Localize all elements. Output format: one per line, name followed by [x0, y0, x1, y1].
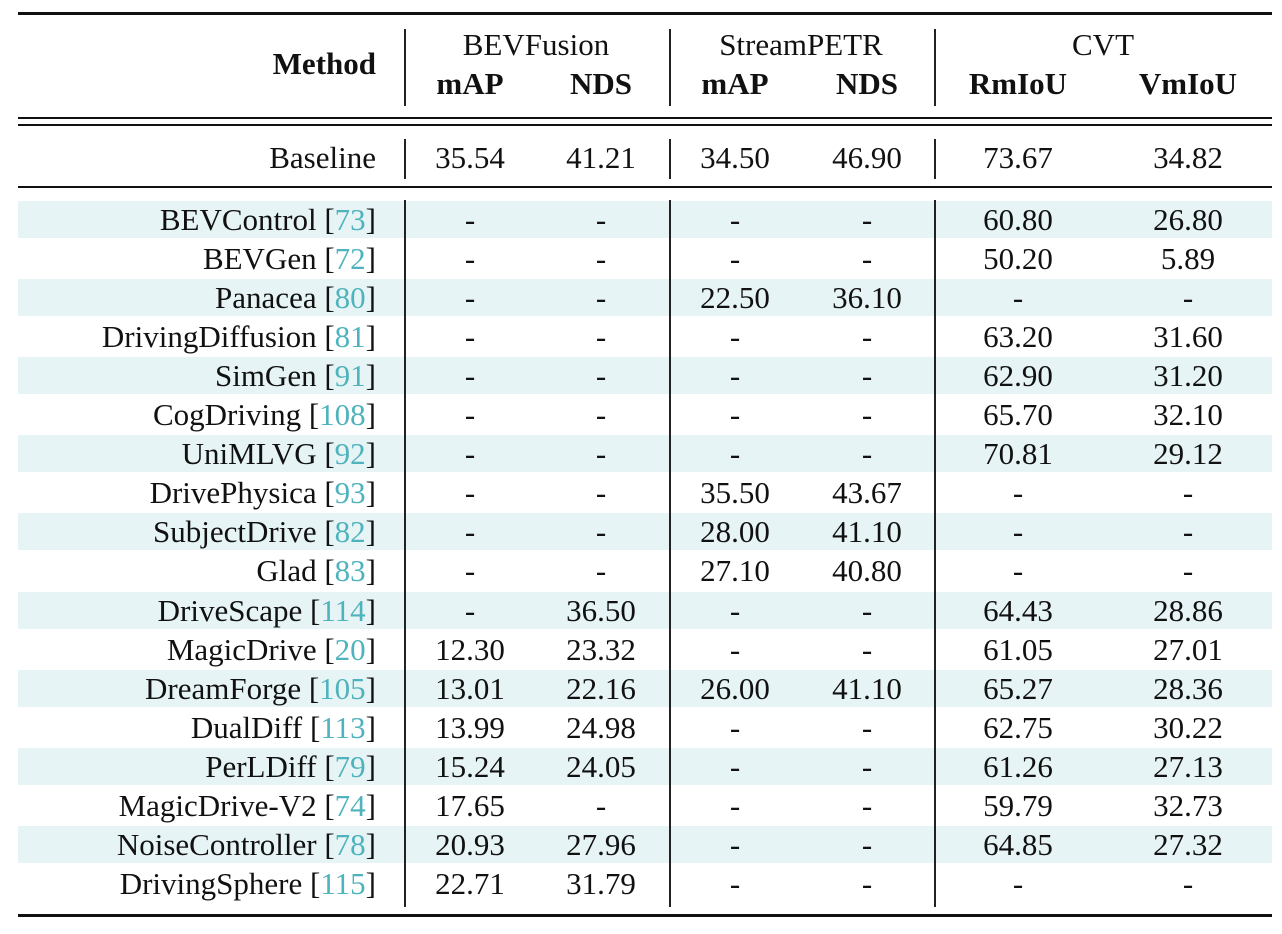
metric-value: -: [729, 592, 741, 628]
metric-value: -: [729, 788, 741, 823]
metric-value: -: [729, 631, 741, 667]
baseline-value: 46.90: [832, 139, 902, 175]
metric-value: 28.86: [1153, 592, 1223, 628]
metric-value: 5.89: [1160, 240, 1216, 276]
metric-value: 32.10: [1153, 397, 1223, 432]
metric-value: -: [1012, 279, 1024, 315]
metric-value: -: [1182, 475, 1194, 511]
metric-value: -: [861, 240, 873, 276]
metric-value: 23.32: [566, 631, 636, 667]
header-metric-map: mAP: [436, 65, 504, 101]
metric-value: -: [729, 201, 741, 237]
metric-value: -: [595, 318, 607, 354]
method-label: UniMLVG: [181, 436, 317, 472]
citation-link[interactable]: 83: [334, 553, 366, 589]
metric-value: -: [861, 788, 873, 823]
metric-value: -: [861, 631, 873, 667]
metric-value: -: [861, 201, 873, 237]
citation-link[interactable]: 79: [334, 748, 366, 784]
metric-value: -: [464, 397, 476, 432]
metric-value: 24.05: [566, 748, 636, 784]
metric-value: -: [1012, 475, 1024, 511]
method-label: SimGen: [214, 357, 317, 393]
metric-value: 61.26: [983, 748, 1053, 784]
citation-link[interactable]: 115: [320, 866, 366, 902]
method-label: PerLDiff: [205, 748, 317, 784]
metric-value: 64.43: [983, 592, 1053, 628]
citation-link[interactable]: 105: [319, 670, 366, 706]
method-label: SubjectDrive: [153, 514, 317, 550]
metric-value: 17.65: [435, 788, 505, 823]
baseline-value: 34.50: [700, 139, 770, 175]
metric-value: -: [595, 279, 607, 315]
metric-value: -: [861, 436, 873, 472]
metric-value: -: [464, 475, 476, 511]
metric-value: 61.05: [983, 631, 1053, 667]
metric-value: -: [861, 357, 873, 393]
metric-value: 22.71: [435, 866, 505, 902]
citation-link[interactable]: 72: [334, 240, 366, 276]
metric-value: -: [1182, 553, 1194, 589]
baseline-rule: [18, 186, 1272, 188]
metric-value: 30.22: [1153, 709, 1223, 745]
method-label: Glad: [256, 553, 317, 589]
method-label: DrivingSphere: [119, 866, 303, 902]
metric-value: -: [464, 318, 476, 354]
method-label: DrivePhysica: [149, 475, 317, 511]
metric-value: -: [1182, 279, 1194, 315]
method-name: UniMLVG [92]: [181, 436, 376, 472]
metric-value: 65.27: [983, 670, 1053, 706]
metric-value: 70.81: [983, 436, 1053, 472]
metric-value: 20.93: [435, 827, 505, 863]
metric-value: -: [729, 866, 741, 902]
metric-value: 62.75: [983, 709, 1053, 745]
metric-value: -: [464, 514, 476, 550]
metric-value: 22.50: [700, 279, 770, 315]
metric-value: -: [1182, 866, 1194, 902]
metric-value: -: [729, 397, 741, 432]
header-metric-rmiou: RmIoU: [968, 65, 1068, 101]
metric-value: 31.79: [566, 866, 636, 902]
metric-value: 36.10: [832, 279, 902, 315]
metric-value: -: [595, 397, 607, 432]
baseline-method: Baseline: [269, 139, 376, 175]
metric-value: 50.20: [983, 240, 1053, 276]
metric-value: -: [464, 436, 476, 472]
method-name: DriveScape [114]: [157, 592, 376, 628]
metric-value: -: [1012, 553, 1024, 589]
header-rule-2: [18, 124, 1272, 126]
metric-value: 43.67: [832, 475, 902, 511]
method-label: NoiseController: [116, 827, 317, 863]
method-label: MagicDrive-V2: [118, 788, 317, 823]
metric-value: -: [729, 240, 741, 276]
metric-value: 22.16: [566, 670, 636, 706]
metric-value: -: [464, 357, 476, 393]
metric-value: -: [464, 553, 476, 589]
metric-value: 27.10: [700, 553, 770, 589]
metric-value: -: [729, 318, 741, 354]
metric-value: 26.80: [1153, 201, 1223, 237]
metric-value: -: [464, 279, 476, 315]
baseline-value: 41.21: [566, 139, 636, 175]
metric-value: 65.70: [983, 397, 1053, 432]
citation-link[interactable]: 81: [334, 318, 366, 354]
method-label: DualDiff: [190, 709, 303, 745]
baseline-value: 35.54: [435, 139, 505, 175]
method-name: Panacea [80]: [215, 279, 376, 315]
citation-link[interactable]: 113: [320, 709, 366, 745]
metric-value: -: [595, 788, 607, 823]
metric-value: 41.10: [832, 670, 902, 706]
method-label: DreamForge: [144, 670, 302, 706]
method-label: BEVGen: [202, 240, 317, 276]
method-label: DriveScape: [157, 592, 303, 628]
metric-value: -: [861, 748, 873, 784]
metric-value: -: [861, 827, 873, 863]
method-label: BEVControl: [159, 201, 317, 237]
metric-value: 27.13: [1153, 748, 1223, 784]
metric-value: 32.73: [1153, 788, 1223, 823]
citation-link[interactable]: 93: [334, 475, 366, 511]
header-group-streampetr: StreamPETR: [719, 26, 883, 62]
method-label: Panacea: [215, 279, 317, 315]
metric-value: -: [861, 318, 873, 354]
metric-value: 40.80: [832, 553, 902, 589]
method-name: SubjectDrive [82]: [153, 514, 376, 550]
metric-value: -: [595, 240, 607, 276]
metric-value: 27.96: [566, 827, 636, 863]
metric-value: -: [729, 357, 741, 393]
top-rule: [18, 12, 1272, 15]
metric-value: -: [861, 866, 873, 902]
citation-link[interactable]: 20: [334, 631, 366, 667]
metric-value: -: [595, 357, 607, 393]
metric-value: -: [595, 436, 607, 472]
metric-value: 27.01: [1153, 631, 1223, 667]
metric-value: 24.98: [566, 709, 636, 745]
metric-value: 62.90: [983, 357, 1053, 393]
metric-value: 13.99: [435, 709, 505, 745]
metric-value: 27.32: [1153, 827, 1223, 863]
metric-value: -: [729, 827, 741, 863]
metric-value: 28.00: [700, 514, 770, 550]
bottom-rule: [18, 914, 1272, 917]
header-metric-vmiou: VmIoU: [1138, 65, 1238, 101]
citation-link[interactable]: 74: [334, 788, 366, 823]
method-name: SimGen [91]: [214, 357, 376, 393]
metric-value: 26.00: [700, 670, 770, 706]
metric-value: 60.80: [983, 201, 1053, 237]
metric-value: 36.50: [566, 592, 636, 628]
metric-value: 15.24: [435, 748, 505, 784]
method-name: NoiseController [78]: [116, 827, 376, 863]
metric-value: 59.79: [983, 788, 1053, 823]
metric-value: -: [595, 475, 607, 511]
method-name: PerLDiff [79]: [205, 748, 376, 784]
citation-link[interactable]: 108: [319, 397, 366, 432]
header-group-cvt: CVT: [1072, 26, 1134, 62]
citation-link[interactable]: 114: [320, 592, 366, 628]
header-group-bevfusion: BEVFusion: [462, 26, 610, 62]
metric-value: -: [595, 514, 607, 550]
metric-value: -: [1012, 514, 1024, 550]
method-name: DrivingDiffusion [81]: [101, 318, 376, 354]
method-name: DrivingSphere [115]: [119, 866, 376, 902]
method-name: BEVControl [73]: [159, 201, 376, 237]
metric-value: -: [729, 436, 741, 472]
metric-value: -: [861, 592, 873, 628]
header-method: Method: [272, 45, 376, 81]
method-label: MagicDrive: [166, 631, 317, 667]
metric-value: 41.10: [832, 514, 902, 550]
metric-value: -: [1182, 514, 1194, 550]
method-name: BEVGen [72]: [202, 240, 376, 276]
method-name: DreamForge [105]: [144, 670, 376, 706]
citation-link[interactable]: 80: [334, 279, 366, 315]
method-name: Glad [83]: [256, 553, 376, 589]
metric-value: -: [861, 397, 873, 432]
method-name: MagicDrive [20]: [166, 631, 376, 667]
metric-value: -: [595, 553, 607, 589]
citation-link[interactable]: 73: [334, 201, 366, 237]
metric-value: 28.36: [1153, 670, 1223, 706]
metric-value: 31.20: [1153, 357, 1223, 393]
citation-link[interactable]: 92: [334, 436, 366, 472]
baseline-value: 73.67: [983, 139, 1053, 175]
method-name: DualDiff [113]: [190, 709, 376, 745]
baseline-value: 34.82: [1153, 139, 1223, 175]
header-metric-map: mAP: [701, 65, 769, 101]
metric-value: 63.20: [983, 318, 1053, 354]
header-rule-1: [18, 117, 1272, 119]
metric-value: -: [464, 240, 476, 276]
metric-value: 64.85: [983, 827, 1053, 863]
method-name: DrivePhysica [93]: [149, 475, 376, 511]
metric-value: -: [861, 709, 873, 745]
method-label: DrivingDiffusion: [101, 318, 317, 354]
metric-value: 13.01: [435, 670, 505, 706]
method-name: MagicDrive-V2 [74]: [118, 788, 376, 823]
metric-value: -: [595, 201, 607, 237]
metric-value: -: [729, 709, 741, 745]
citation-link[interactable]: 78: [334, 827, 366, 863]
header-metric-nds: NDS: [569, 65, 632, 101]
metric-value: 29.12: [1153, 436, 1223, 472]
metric-value: -: [464, 592, 476, 628]
header-metric-nds: NDS: [835, 65, 898, 101]
metric-value: 31.60: [1153, 318, 1223, 354]
method-name: CogDriving [108]: [152, 397, 376, 432]
metric-value: 35.50: [700, 475, 770, 511]
metric-value: -: [464, 201, 476, 237]
metric-value: -: [1012, 866, 1024, 902]
citation-link[interactable]: 82: [334, 514, 366, 550]
citation-link[interactable]: 91: [334, 357, 366, 393]
method-label: CogDriving: [152, 397, 302, 432]
metric-value: 12.30: [435, 631, 505, 667]
metric-value: -: [729, 748, 741, 784]
